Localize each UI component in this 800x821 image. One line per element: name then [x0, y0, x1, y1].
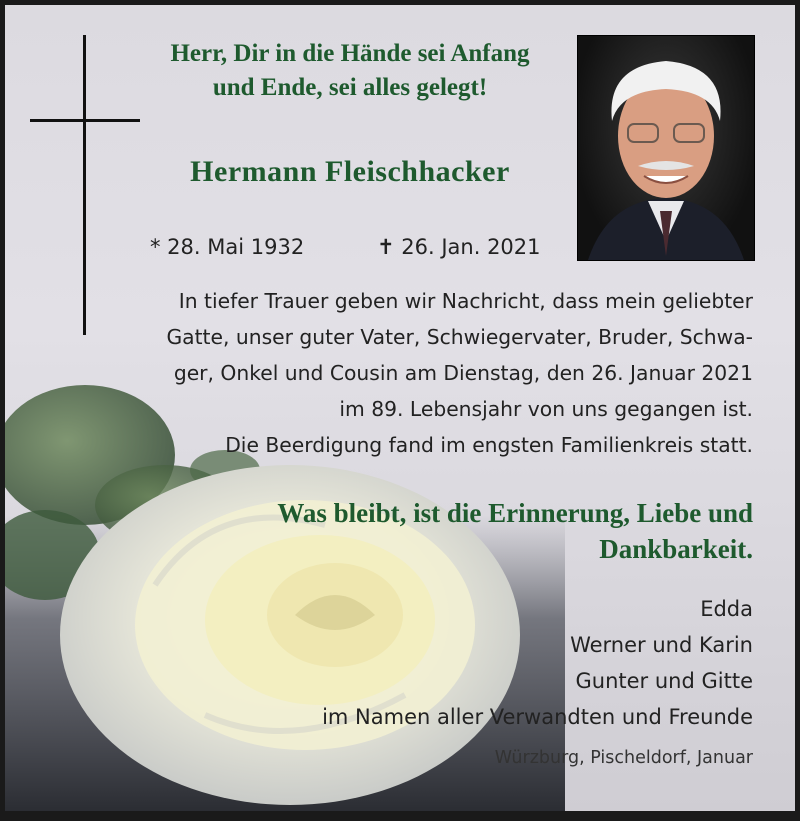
mourner-item: im Namen aller Verwandten und Freunde: [322, 705, 753, 729]
place-line: Würzburg, Pischeldorf, Januar: [494, 748, 753, 768]
announcement-line: Gatte, unser guter Vater, Schwiegervater, Bruder, Schwa-: [166, 325, 753, 349]
birth-date: * 28. Mai 1932: [150, 235, 305, 259]
mourner-item: Werner und Karin: [570, 633, 753, 657]
motto-line-2: und Ende, sei alles gelegt!: [212, 74, 488, 101]
mourners-list: [205, 591, 753, 735]
announcement-line: ger, Onkel und Cousin am Dienstag, den 26. Januar 2021: [173, 361, 753, 385]
quote-line-2: Dankbarkeit.: [599, 534, 753, 564]
announcement-line: Die Beerdigung fand im engsten Familienkreis statt.: [225, 433, 753, 457]
announcement-text: [105, 283, 753, 463]
deceased-name: Hermann Fleischhacker: [190, 155, 510, 188]
mourner-item: Edda: [700, 597, 753, 621]
memorial-quote: [185, 495, 753, 567]
death-date: ✝ 26. Jan. 2021: [377, 235, 541, 259]
obituary-card: [5, 5, 795, 811]
announcement-line: im 89. Lebensjahr von uns gegangen ist.: [339, 397, 753, 421]
motto-line-1: Herr, Dir in die Hände sei Anfang: [170, 40, 530, 67]
announcement-line: In tiefer Trauer geben wir Nachricht, dass mein geliebter: [178, 289, 753, 313]
portrait-photo: [577, 35, 755, 261]
motto: [120, 37, 580, 105]
quote-line-1: Was bleibt, ist die Erinnerung, Liebe und: [277, 498, 753, 528]
mourner-item: Gunter und Gitte: [575, 669, 753, 693]
